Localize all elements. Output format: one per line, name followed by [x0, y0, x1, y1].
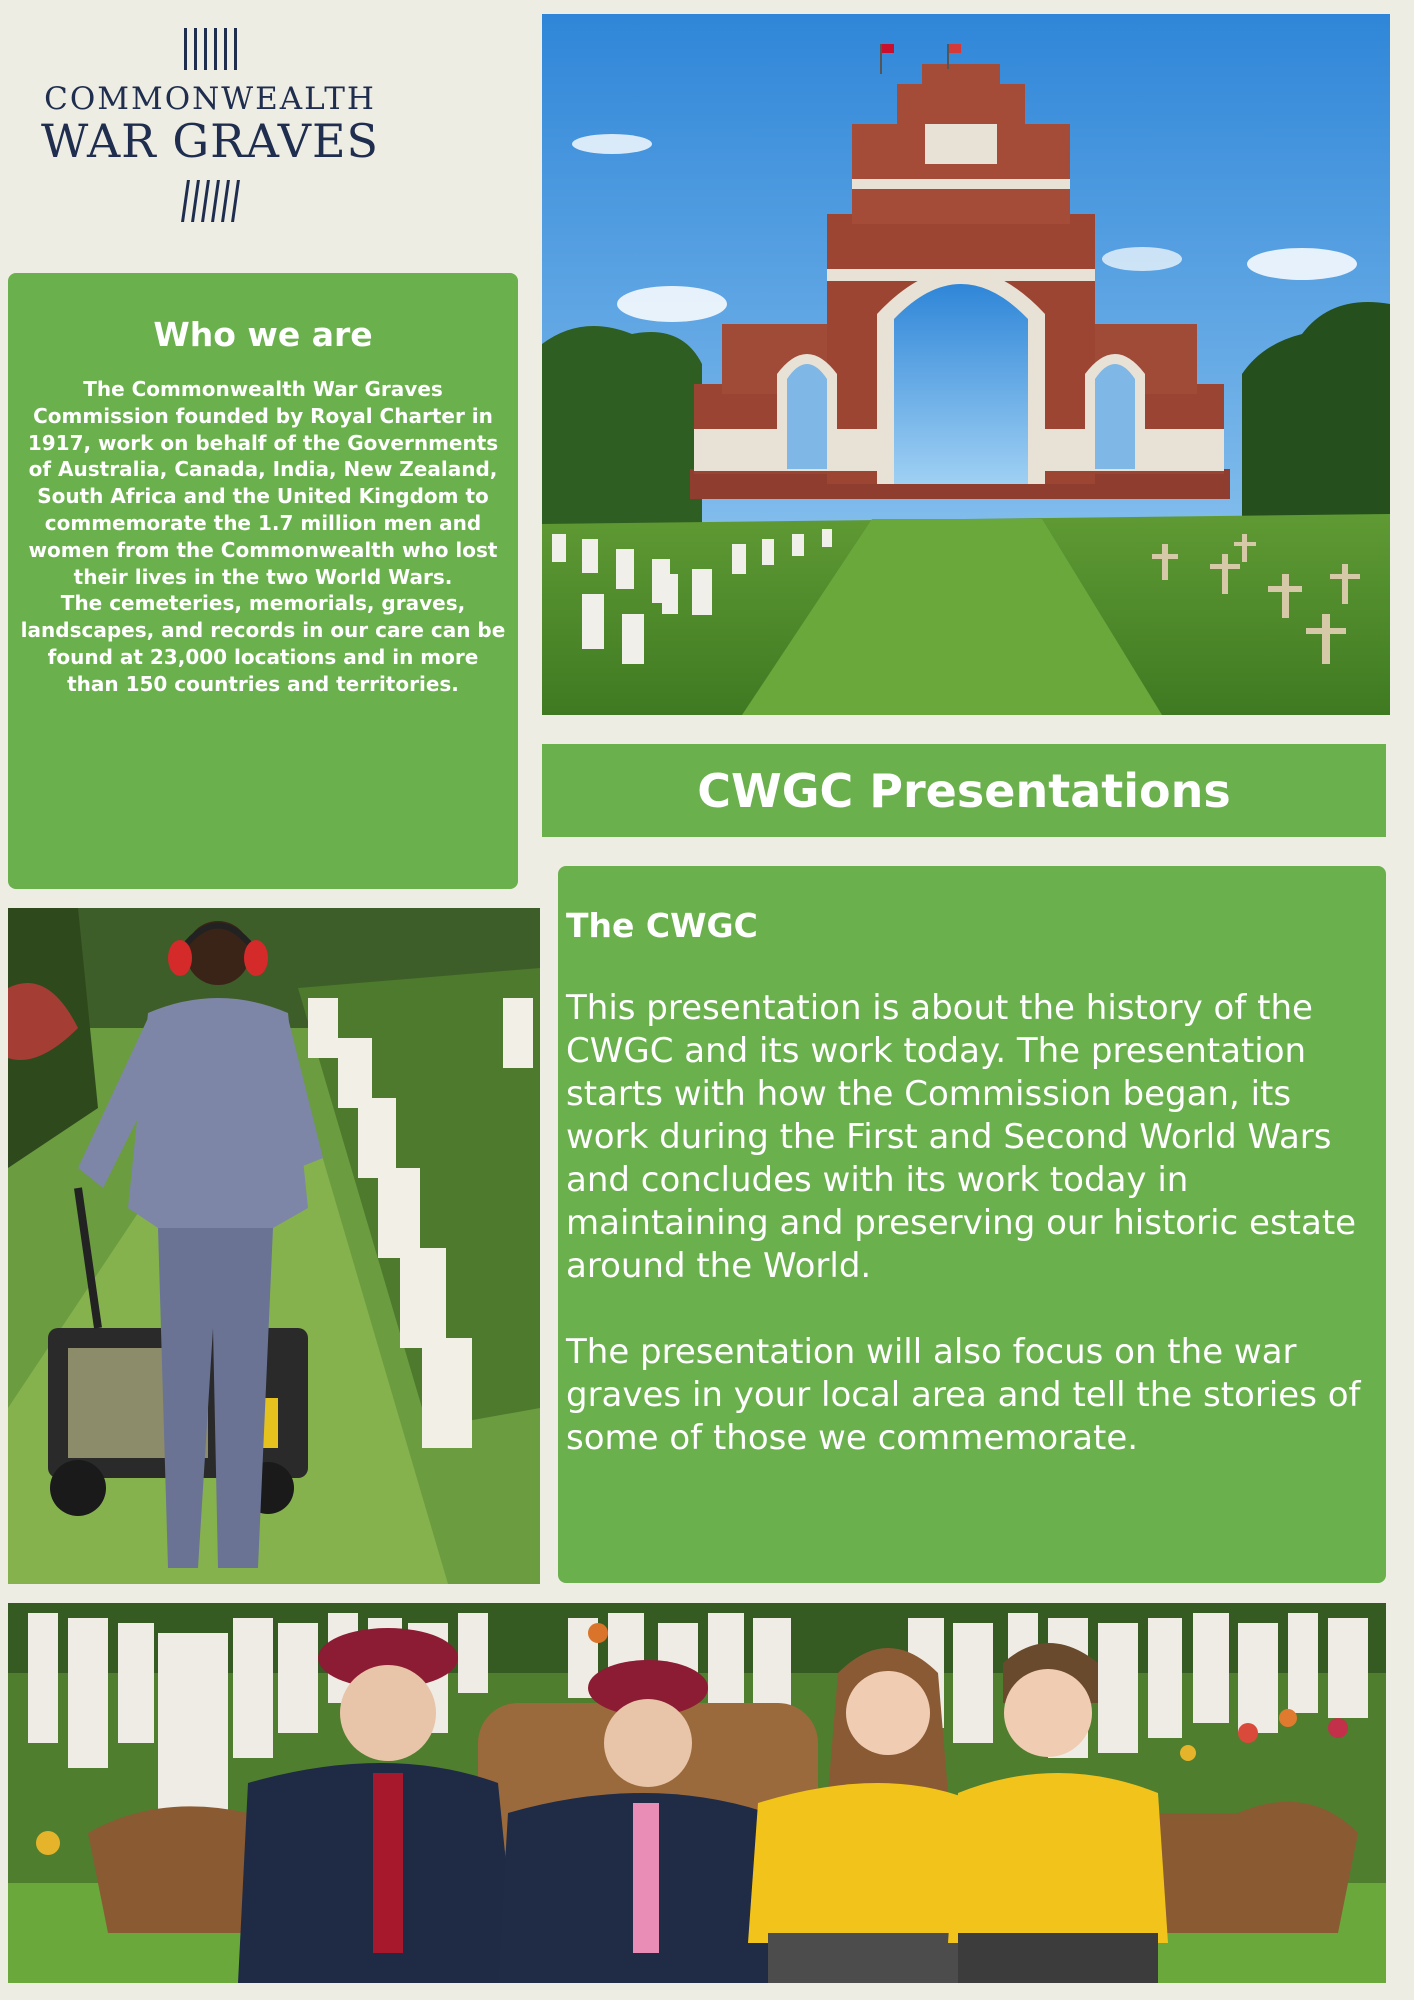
logo-line-war-graves: WAR GRAVES	[40, 114, 380, 168]
logo-bars-bottom-icon	[22, 180, 398, 222]
presentations-title: CWGC Presentations	[697, 763, 1231, 818]
thiepval-memorial-photo	[542, 14, 1390, 715]
intro-paragraph-1: This presentation is about the history of the CWGC and its work today. The presentation starts with how the Commission began, its work during the First and Second World Wars and concludes with its work today in maintaining and preserving our historic estate around the World.	[566, 988, 1357, 1286]
veterans-with-volunteers-photo	[8, 1603, 1386, 1983]
logo-line-commonwealth: COMMONWEALTH	[44, 81, 376, 117]
intro-paragraph-2: The presentation will also focus on the war graves in your local area and tell the stories of some of those we commemorate.	[566, 1332, 1361, 1458]
who-we-are-panel	[8, 273, 518, 889]
who-we-are-title: Who we are	[153, 315, 373, 354]
logo-bars-top-icon	[22, 28, 398, 70]
who-we-are-body: The Commonwealth War Graves Commission founded by Royal Charter in 1917, work on behalf of the Governments of Australia, Canada, India, New Zealand, South Africa and the United Kingdom to commemorate the 1.7 million men and women from the Commonwealth who lost their lives in the two World Wars. The cemeteries, memorials, graves, landscapes, and records in our care can be found at 23,000 locations and in more than 150 countries and territories.	[20, 377, 506, 696]
the-cwgc-heading: The CWGC	[566, 906, 758, 945]
the-cwgc-panel	[558, 866, 1386, 1583]
gardener-mowing-photo	[8, 908, 540, 1584]
presentations-banner	[542, 744, 1386, 837]
cwgc-logo	[22, 28, 398, 258]
